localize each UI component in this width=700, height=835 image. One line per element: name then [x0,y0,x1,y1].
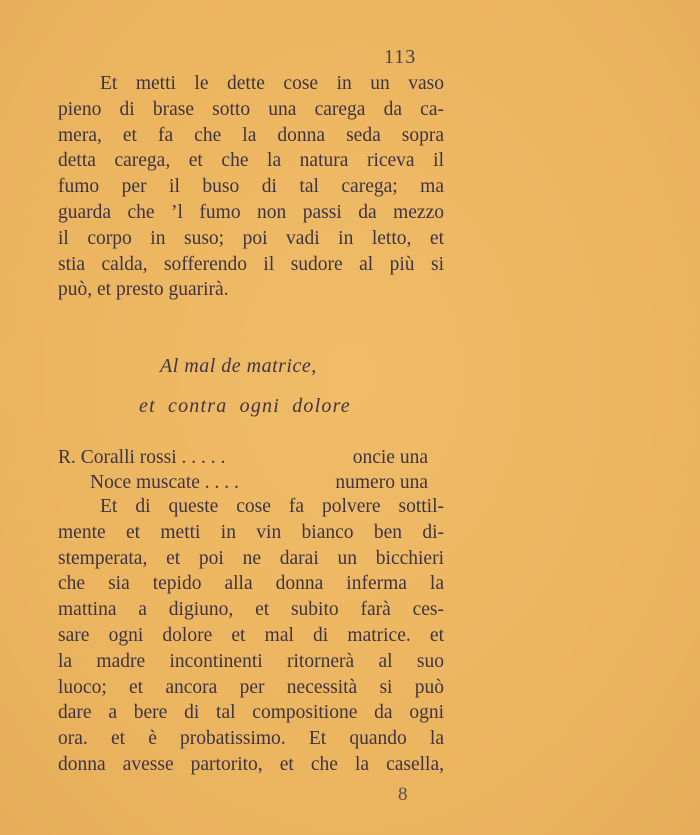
recipe-item: R. Coralli rossi . . . . . [58,447,226,468]
text-line: mente et metti in vin bianco ben di- [58,521,444,543]
text-line: la madre incontinenti ritornerà al suo [58,650,444,672]
text-line: che sia tepido alla donna inferma la [58,573,444,595]
recipe-quantity: numero una [335,472,428,493]
text-line: mattina a digiuno, et subito farà ces- [58,599,444,621]
text-line: sare ogni dolore et mal di matrice. et [58,624,444,646]
recipe-row [90,470,428,496]
text-line: stia calda, sofferendo il sudore al più si [58,253,444,275]
text-line: dare a bere di tal compositione da ogni [58,702,444,724]
text-line: Et metti le dette cose in un vaso [100,73,444,94]
text-line: donna avesse partorito, et che la casella, [58,753,444,775]
section-heading-line-1: Al mal de matrice, [160,355,317,377]
section-heading-line-2: et contra ogni dolore [139,395,351,417]
text-line: luoco; et ancora per necessità si può [58,676,444,698]
recipe-row [58,445,428,471]
text-line: stemperata, et poi ne darai un bicchieri [58,547,444,569]
text-line: fumo per il buso di tal carega; ma [58,176,444,198]
text-line: può, et presto guarirà. [58,279,229,301]
text-line: mera, et fa che la donna seda sopra [58,124,444,146]
recipe-quantity: oncie una [352,447,428,468]
text-line: guarda che ’l fumo non passi da mezzo [58,201,444,223]
page-number: 113 [384,46,417,68]
signature-mark: 8 [398,784,408,805]
text-line: Et di queste cose fa polvere sottil- [100,496,444,517]
text-line: detta carega, et che la natura riceva il [58,150,444,172]
text-line: pieno di brase sotto una carega da ca- [58,98,444,120]
paragraph-1 [58,71,444,303]
recipe-item: Noce muscate . . . . [90,472,239,493]
text-line: ora. et è probatissimo. Et quando la [58,728,444,750]
paragraph-2 [58,494,444,778]
text-line: il corpo in suso; poi vadi in letto, et [58,227,444,249]
